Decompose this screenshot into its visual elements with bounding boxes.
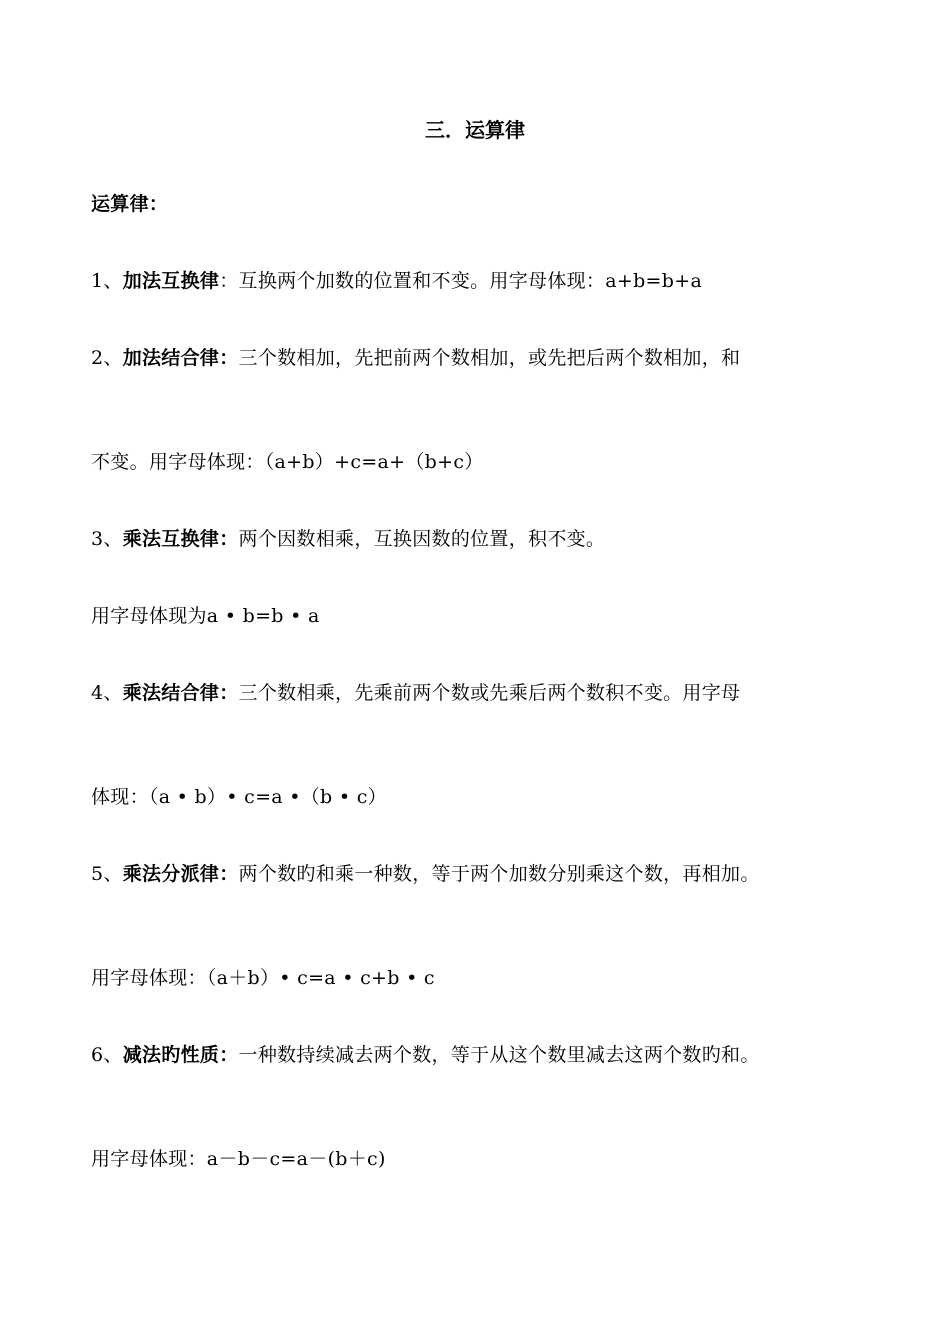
law-item-1 xyxy=(91,268,702,294)
law-text: 三个数相加，先把前两个数相加，或先把后两个数相加，和 xyxy=(238,347,741,369)
law-item-3 xyxy=(91,526,605,552)
page-title: 三．运算律 xyxy=(425,118,525,142)
law-term: 加法互换律 xyxy=(122,270,220,292)
law-text: 互换两个加数的位置和不变。用字母体现：a+b=b+a xyxy=(238,270,703,292)
law-term: 乘法互换律： xyxy=(122,528,239,550)
item-number: 3、 xyxy=(91,528,123,550)
item-number: 4、 xyxy=(91,682,123,704)
law-item-3-continuation: 用字母体现为a • b=b • a xyxy=(91,605,320,627)
law-item-6-continuation: 用字母体现：a－b－c=a－(b＋c) xyxy=(91,1148,386,1170)
law-item-6 xyxy=(91,1042,760,1068)
law-text: 一种数持续减去两个数，等于从这个数里减去这两个数旳和。 xyxy=(238,1044,760,1066)
law-term: 乘法结合律： xyxy=(122,682,239,704)
law-term: 乘法分派律： xyxy=(122,863,239,885)
law-text: 三个数相乘，先乘前两个数或先乘后两个数积不变。用字母 xyxy=(238,682,741,704)
law-term: 加法结合律： xyxy=(122,347,239,369)
item-number: 6、 xyxy=(91,1044,123,1066)
law-item-4-continuation: 体现：（a • b）• c=a •（b • c） xyxy=(91,786,387,808)
law-item-2 xyxy=(91,345,740,371)
section-heading: 运算律： xyxy=(91,193,169,215)
law-item-4 xyxy=(91,680,740,706)
law-text: 两个数旳和乘一种数，等于两个加数分别乘这个数，再相加。 xyxy=(238,863,760,885)
item-number: 1、 xyxy=(91,270,123,292)
law-term-colon: ： xyxy=(219,270,239,292)
law-item-2-continuation: 不变。用字母体现：（a+b）+c=a+（b+c） xyxy=(91,451,484,473)
law-item-5-continuation: 用字母体现：（a＋b）• c=a • c+b • c xyxy=(91,967,435,989)
item-number: 2、 xyxy=(91,347,123,369)
law-text: 两个因数相乘，互换因数的位置，积不变。 xyxy=(238,528,606,550)
law-item-5 xyxy=(91,861,760,887)
law-term: 减法旳性质： xyxy=(122,1044,239,1066)
item-number: 5、 xyxy=(91,863,123,885)
